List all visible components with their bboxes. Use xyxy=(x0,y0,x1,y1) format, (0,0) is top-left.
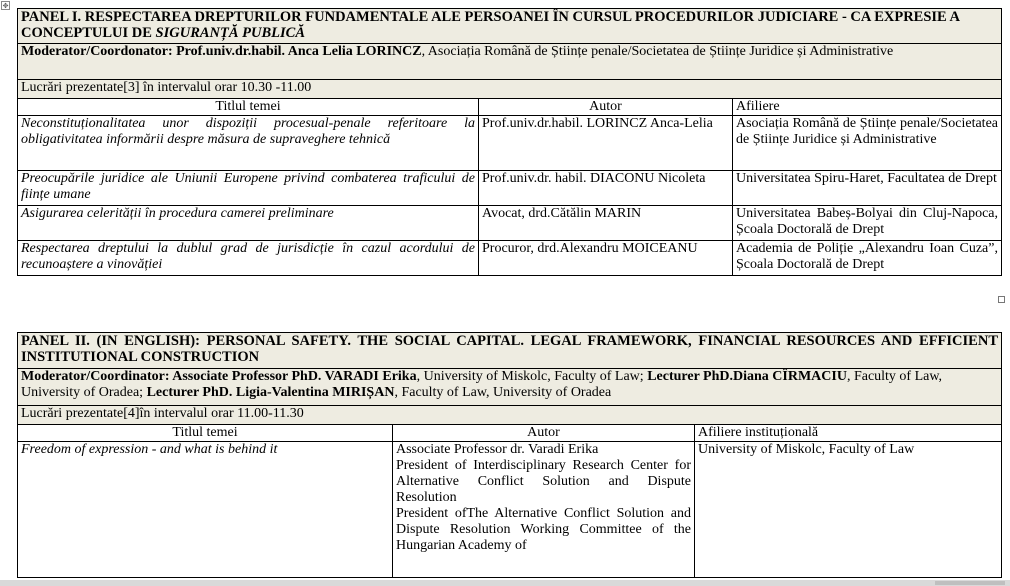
panel1-row3-affiliation: Universitatea Babeș-Bolyai din Cluj-Napoca, Școala Doctorală de Drept xyxy=(733,206,1002,241)
panel1-row1-affiliation: Asociația Română de Științe penale/Societatea de Științe Juridice și Administrative xyxy=(733,116,1002,171)
panel1-row2-affiliation: Universitatea Spiru-Haret, Facultatea de Drept xyxy=(733,171,1002,206)
panel1-row4-title: Respectarea dreptului la dublul grad de jurisdicție în cazul acordului de recunoaștere a vinovăției xyxy=(18,241,479,276)
panel1-row1-author: Prof.univ.dr.habil. LORINCZ Anca-Lelia xyxy=(479,116,733,171)
panel1-row1-title: Neconstituționalitatea unor dispoziții procesual-penale referitoare la obligativitatea informării despre măsura de supraveghere tehnică xyxy=(18,116,479,171)
table-resize-handle[interactable] xyxy=(998,296,1005,303)
panel1-title xyxy=(18,9,1002,44)
panel2-table xyxy=(17,332,1002,578)
panel1-moderator-affiliation: , Asociația Română de Științe penale/Societatea de Științe Juridice și Administrative xyxy=(421,44,894,59)
panel2-session: Lucrări prezentate[4]în intervalul orar 11.00-11.30 xyxy=(18,406,1002,425)
panel1-row2-title: Preocupările juridice ale Uniunii Europene privind combaterea traficului de ființe umane xyxy=(18,171,479,206)
panel1-title-main: PANEL I. RESPECTAREA DREPTURILOR FUNDAMENTALE ALE PERSOANEI ÎN CURSUL PROCEDURILOR JUDICIARE - CA EXPRESIE A CONCEPTULUI DE xyxy=(21,9,960,41)
panel2-row1-title: Freedom of expression - and what is behind it xyxy=(18,442,393,578)
panel2-moderator-2-affiliation: , Faculty of Law, University of Oradea; xyxy=(21,369,943,400)
panel2-author-name: Associate Professor dr. Varadi Erika xyxy=(396,442,599,457)
panel1-moderator-label: Moderator/Coordonator: Prof.univ.dr.habil. Anca Lelia LORINCZ xyxy=(21,44,422,59)
panel2-header-title: Titlul temei xyxy=(18,425,393,442)
panel2-moderator-1-affiliation: , University of Miskolc, Faculty of Law; xyxy=(416,369,648,384)
panel2-moderator-3: Lecturer PhD. Ligia-Valentina MIRIȘAN xyxy=(146,385,395,400)
panel2-moderator-label: Moderator/Coordinator: Associate Professor PhD. VARADI Erika xyxy=(21,369,417,384)
panel2-moderator-3-affiliation: , Faculty of Law, University of Oradea xyxy=(394,385,612,400)
panel1-header-author: Autor xyxy=(479,99,733,116)
panel1-header-affiliation: Afiliere xyxy=(733,99,1002,116)
panel1-row3-author: Avocat, drd.Cătălin MARIN xyxy=(479,206,733,241)
panel1-row2-author: Prof.univ.dr. habil. DIACONU Nicoleta xyxy=(479,171,733,206)
panel2-author-role-2: President ofThe Alternative Conflict Solution and Dispute Resolution Working Committee of the Hungarian Academy of xyxy=(396,506,691,553)
panel2-moderator-2: Lecturer PhD.Diana CÎRMACIU xyxy=(647,369,847,384)
panel1-table xyxy=(17,8,1002,276)
panel1-header-title: Titlul temei xyxy=(18,99,479,116)
panel1-session: Lucrări prezentate[3] în intervalul orar 10.30 -11.00 xyxy=(18,80,1002,99)
panel1-row3-title: Asigurarea celerității în procedura camerei preliminare xyxy=(18,206,479,241)
panel2-header-author: Autor xyxy=(393,425,695,442)
panel1-title-italic: SIGURANȚĂ PUBLICĂ xyxy=(155,25,306,41)
panel2-title: PANEL II. (IN ENGLISH): PERSONAL SAFETY. THE SOCIAL CAPITAL. LEGAL FRAMEWORK, FINANCIAL RESOURCES AND EFFICIENT INSTITUTIONAL CONSTRUCTION xyxy=(18,333,1002,369)
table-move-handle-icon[interactable]: ✥ xyxy=(2,2,9,10)
panel1-row4-affiliation: Academia de Poliție „Alexandru Ioan Cuza”, Școala Doctorală de Drept xyxy=(733,241,1002,276)
horizontal-scrollbar[interactable] xyxy=(0,580,1010,586)
scrollbar-thumb[interactable] xyxy=(935,581,1005,585)
panel2-author-role-1: President of Interdisciplinary Research Center for Alternative Conflict Solution and Dispute Resolution xyxy=(396,458,691,505)
panel2-moderators xyxy=(18,369,1002,406)
panel2-row1-author xyxy=(393,442,695,578)
panel2-header-affiliation: Afiliere instituțională xyxy=(695,425,1002,442)
panel2-row1-affiliation: University of Miskolc, Faculty of Law xyxy=(695,442,1002,578)
panel1-moderator xyxy=(18,44,1002,80)
panel1-row4-author: Procuror, drd.Alexandru MOICEANU xyxy=(479,241,733,276)
